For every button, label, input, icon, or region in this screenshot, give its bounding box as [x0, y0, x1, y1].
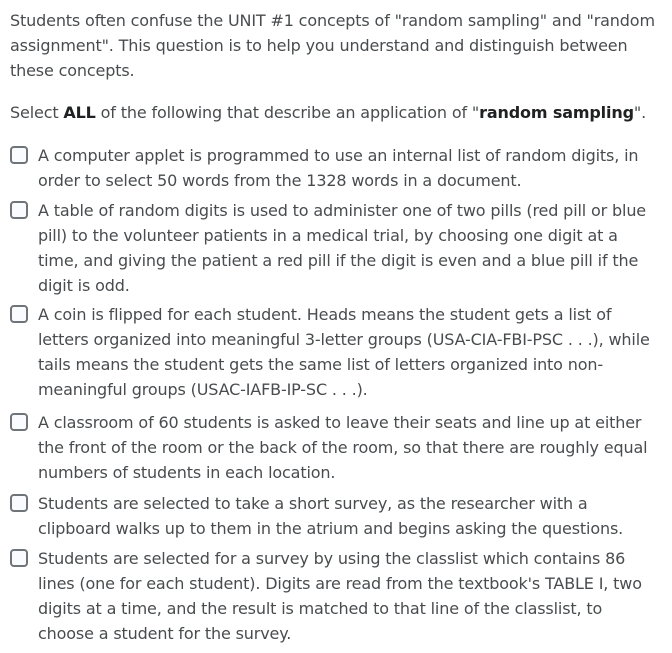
answer-checkbox-3[interactable]	[10, 305, 28, 323]
answer-checkbox-2[interactable]	[10, 201, 28, 219]
answer-option-label: Students are selected to take a short survey, as the researcher with a clipboard walks up to them in the atrium and begins asking the questions.	[38, 494, 624, 538]
answer-option-5[interactable]	[10, 491, 660, 541]
answer-checkbox-5[interactable]	[10, 494, 28, 512]
answer-option-2[interactable]	[10, 198, 660, 298]
answer-option-label: A computer applet is programmed to use an internal list of random digits, in order to select 50 words from the 1328 words in a document.	[38, 146, 639, 190]
prompt-prefix: Select	[10, 103, 64, 122]
answer-checkbox-6[interactable]	[10, 549, 28, 567]
answer-option-label: A coin is flipped for each student. Heads means the student gets a list of letters organized into meaningful 3-letter groups (USA-CIA-FBI-PSC . . .), while tails means the student gets the same list of letters organized into non-meaningful groups (USAC-IAFB-IP-SC . . .).	[38, 305, 650, 399]
answer-option-4[interactable]	[10, 410, 660, 485]
prompt-emphasis-term: random sampling	[479, 103, 634, 122]
answer-option-label: A classroom of 60 students is asked to leave their seats and line up at either the front of the room or the back of the room, so that there are roughly equal numbers of students in each location.	[38, 413, 648, 482]
answer-option-6[interactable]	[10, 546, 660, 646]
answer-checkbox-1[interactable]	[10, 146, 28, 164]
answer-checkbox-4[interactable]	[10, 413, 28, 431]
prompt-suffix: ".	[633, 103, 647, 122]
answer-option-label: Students are selected for a survey by using the classlist which contains 86 lines (one for each student). Digits are read from the textbook's TABLE I, two digits at a time, and the result is matched to that line of the classlist, to choose a student for the survey.	[38, 549, 642, 643]
prompt-emphasis-all: ALL	[63, 103, 96, 122]
question-intro: Students often confuse the UNIT #1 concepts of "random sampling" and "random assignment". This question is to help you understand and distinguish between these concepts.	[10, 11, 655, 80]
answer-option-label: A table of random digits is used to administer one of two pills (red pill or blue pill) to the volunteer patients in a medical trial, by choosing one digit at a time, and giving the patient a red pill if the digit is even and a blue pill if the digit is odd.	[38, 201, 646, 295]
answer-option-1[interactable]	[10, 143, 660, 193]
question-prompt	[10, 100, 660, 125]
answer-option-3[interactable]	[10, 302, 660, 402]
prompt-middle: of the following that describe an application of "	[95, 103, 480, 122]
